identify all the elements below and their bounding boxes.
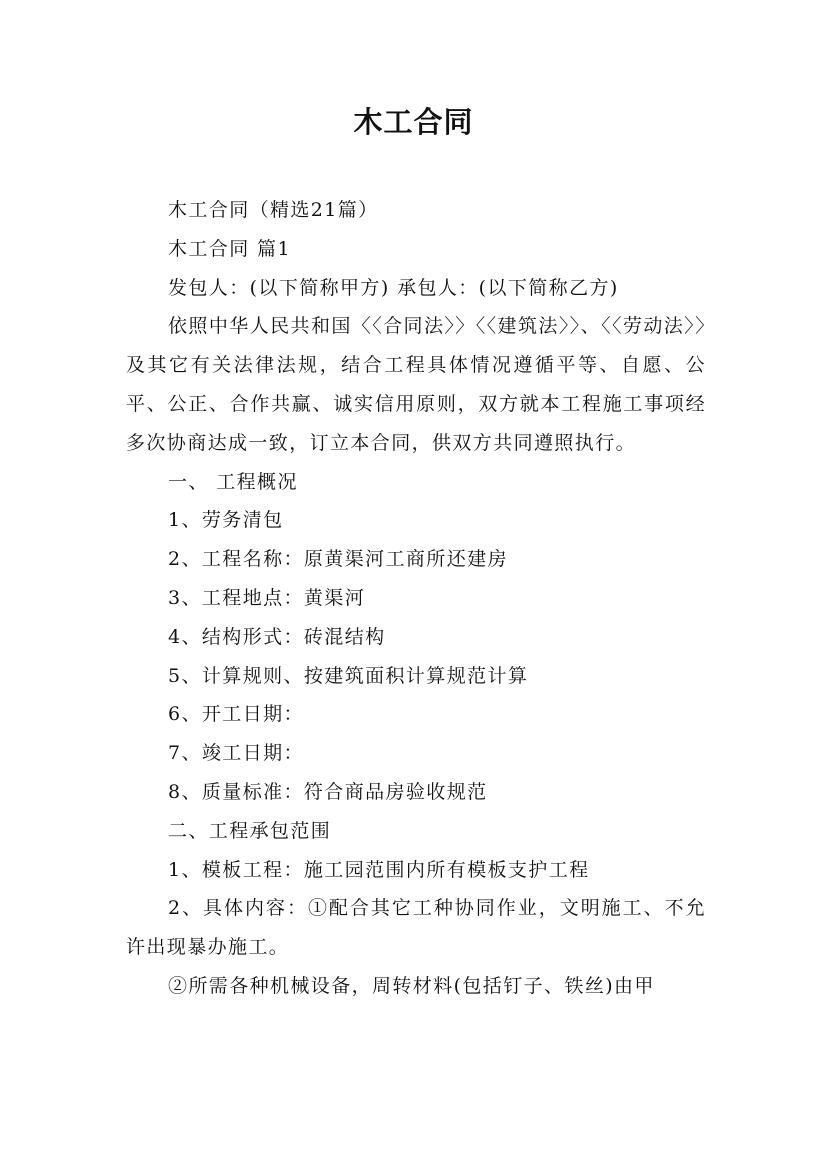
list-item: ②所需各种机械设备，周转材料(包括钉子、铁丝)由甲: [168, 974, 655, 997]
list-item: 8、质量标准：符合商品房验收规范: [168, 780, 488, 803]
heading-scope: 二、工程承包范围: [168, 819, 332, 842]
list-item: 1、模板工程：施工园范围内所有模板支护工程: [168, 858, 590, 881]
list-item: 6、开工日期：: [168, 703, 304, 726]
list-item: 4、结构形式：砖混结构: [168, 625, 386, 648]
paragraph-section-heading: 木工合同 篇1: [168, 237, 291, 260]
document-title: 木工合同: [353, 105, 474, 139]
list-item: 2、工程名称：原黄渠河工商所还建房: [168, 548, 508, 571]
paragraph-parties: 发包人：(以下简称甲方) 承包人：(以下简称乙方): [168, 276, 619, 299]
heading-project-overview: 一、 工程概况: [168, 470, 298, 493]
list-item: 1、劳务清包: [168, 509, 284, 532]
list-item: 2、具体内容：①配合其它工种协同作业，文明施工、不允许出现暴办施工。: [126, 897, 706, 959]
list-item: 3、工程地点：黄渠河: [168, 586, 366, 609]
list-item: 5、计算规则、按建筑面积计算规范计算: [168, 664, 529, 687]
paragraph-preamble: 依照中华人民共和国〈〈合同法〉〉〈〈建筑法〉〉、〈〈劳动法〉〉及其它有关法律法规，结合工程具体情况遵循平等、自愿、公平、公正、合作共赢、诚实信用原则，双方就本工程施工事项经多次协商达成一致，订立本合同，供双方共同遵照执行。: [126, 315, 706, 454]
list-item: 7、竣工日期：: [168, 742, 304, 765]
document-body: [126, 191, 706, 1006]
paragraph-subtitle: 木工合同（精选21篇）: [168, 199, 379, 221]
